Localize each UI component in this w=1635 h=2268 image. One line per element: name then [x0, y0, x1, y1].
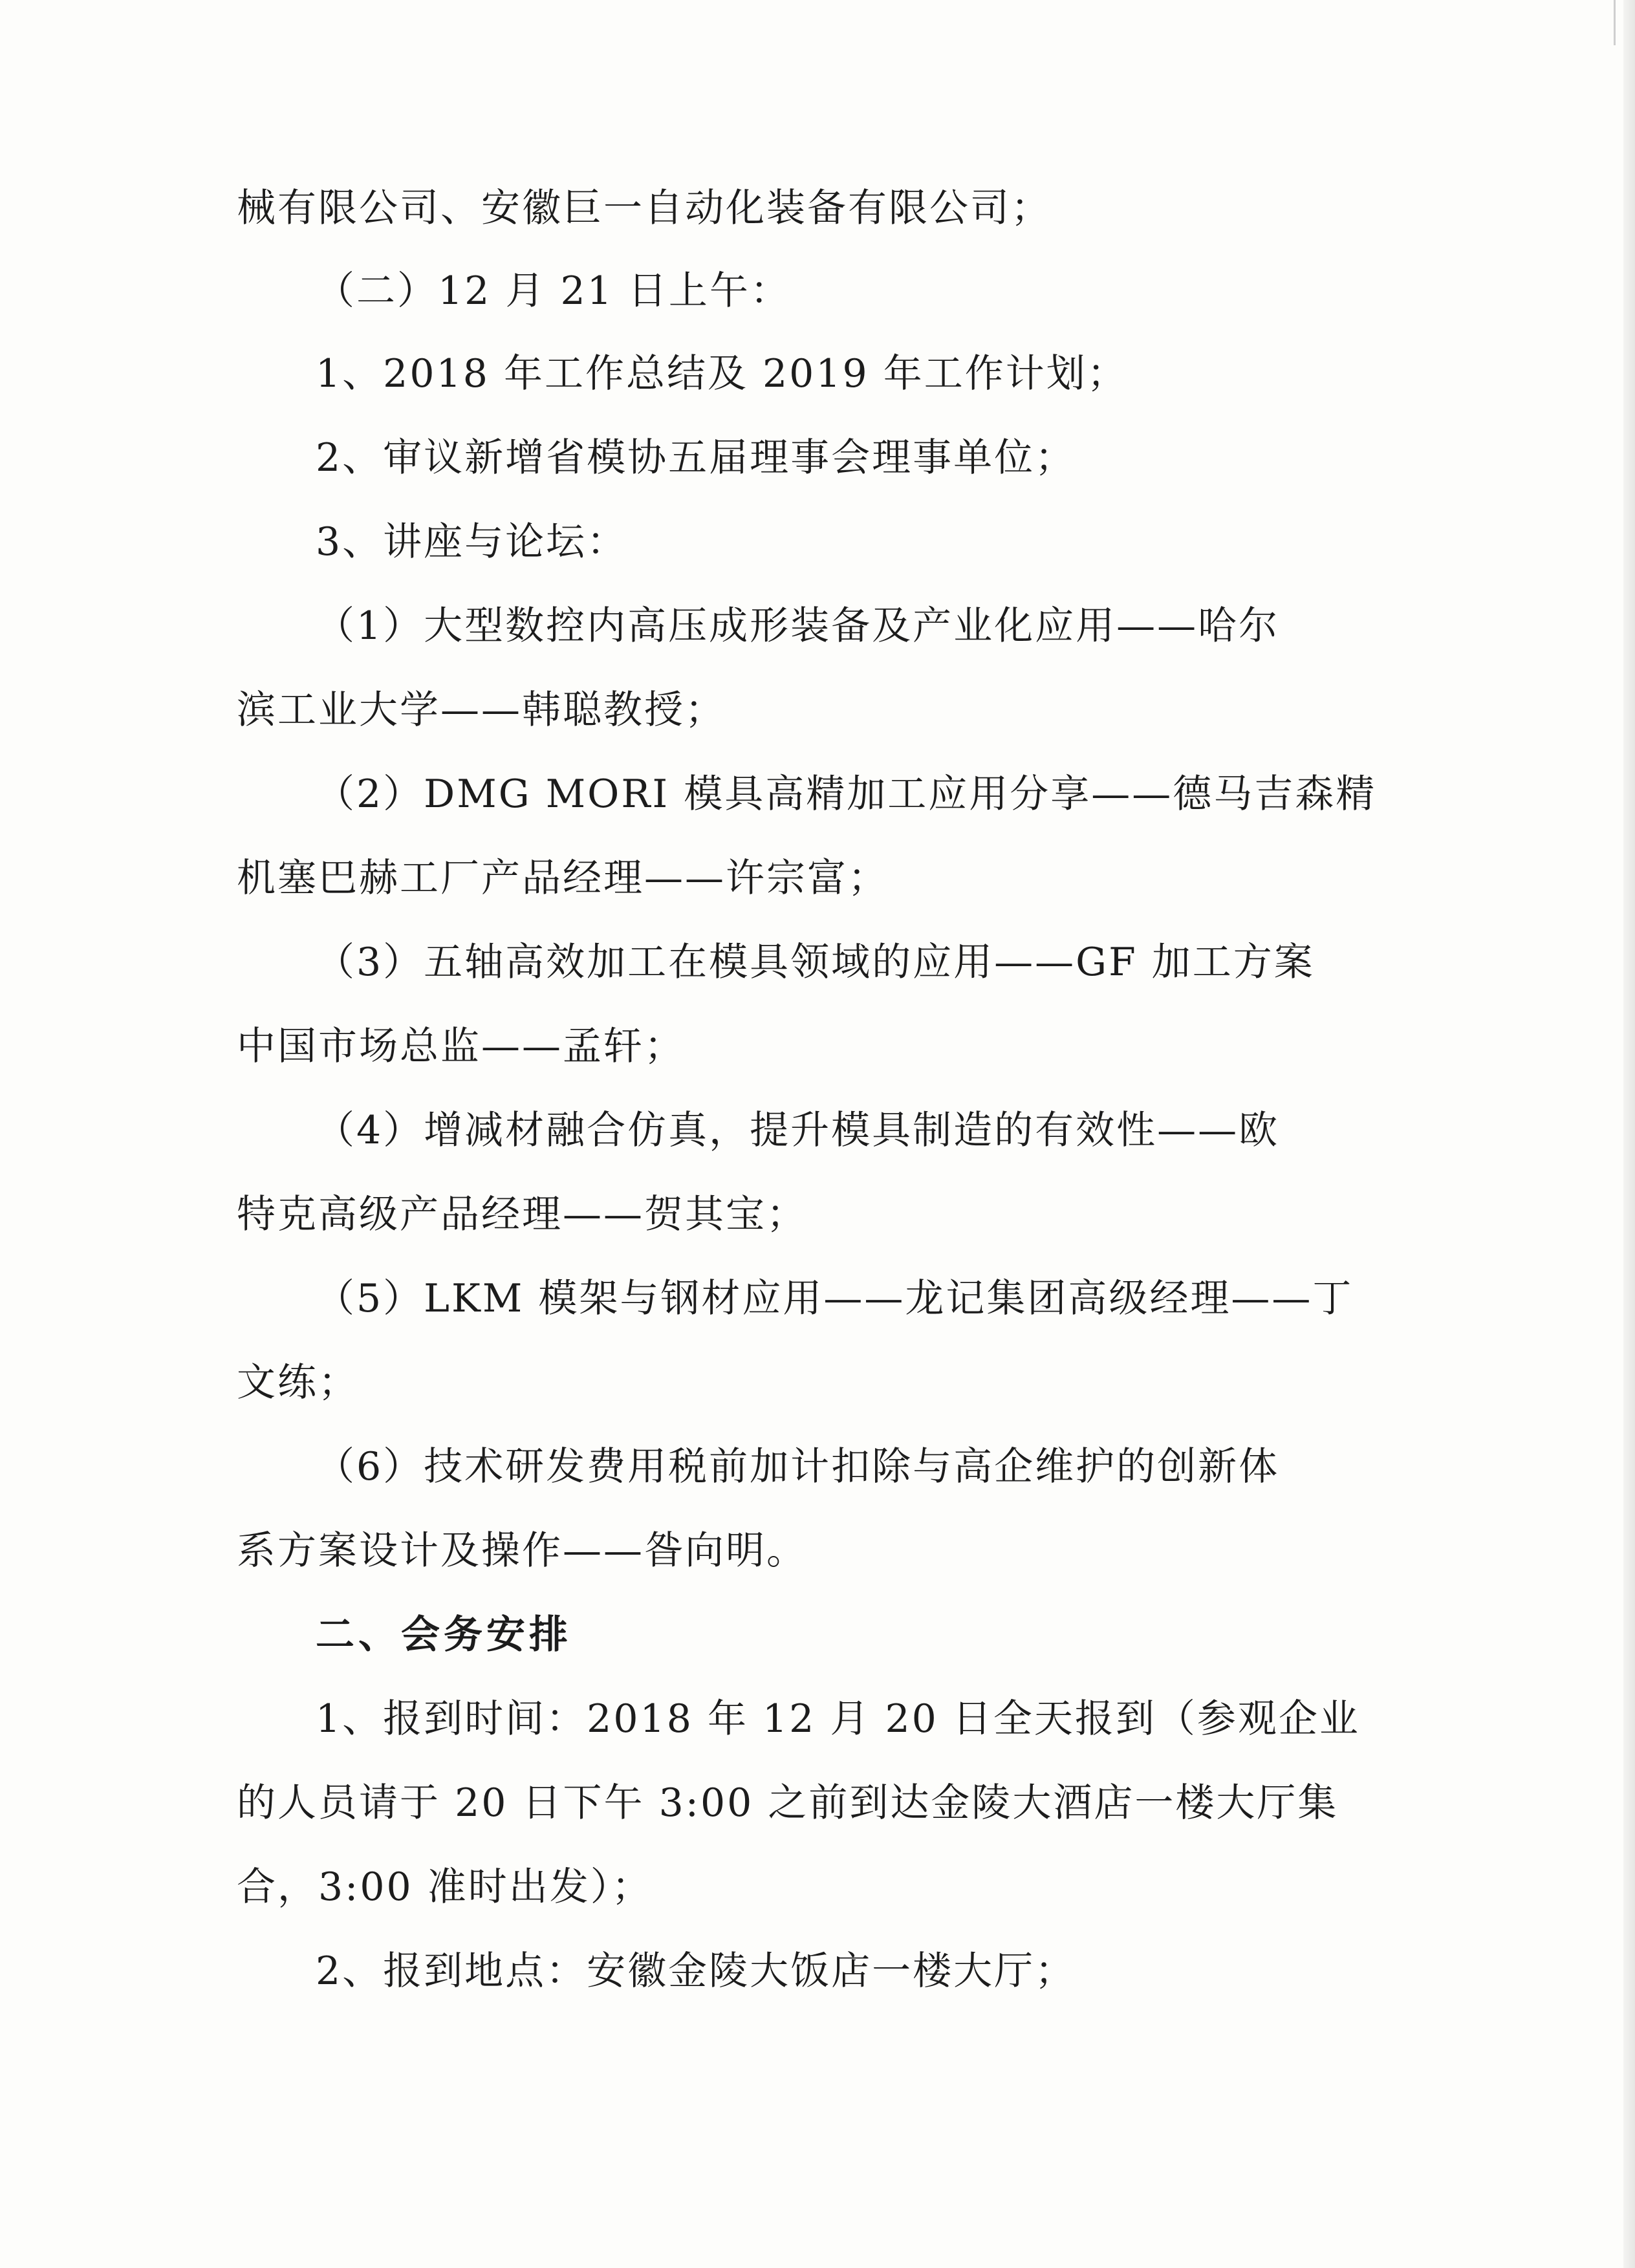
text-line-4: 2、审议新增省模协五届理事会理事单位；	[316, 435, 1076, 481]
text-line-17: 系方案设计及操作——昝向明。	[237, 1528, 807, 1573]
text-line-5: 3、讲座与论坛：	[316, 519, 628, 565]
text-line-8: （2）DMG MORI 模具高精加工应用分享——德马吉森精	[316, 772, 1377, 817]
text-line-9: 机塞巴赫工厂产品经理——许宗富；	[237, 856, 889, 901]
scan-corner-mark	[1590, 0, 1616, 45]
text-line-12: （4）增减材融合仿真，提升模具制造的有效性——欧	[316, 1108, 1280, 1153]
text-line-16: （6）技术研发费用税前加计扣除与高企维护的创新体	[316, 1444, 1280, 1489]
text-line-14: （5）LKM 模架与钢材应用——龙记集团高级经理——丁	[316, 1276, 1354, 1321]
text-line-15: 文练；	[237, 1360, 359, 1405]
scan-edge	[1623, 0, 1635, 2268]
text-line-22: 2、报到地点：安徽金陵大饭店一楼大厅；	[316, 1949, 1076, 1994]
text-line-20: 的人员请于 20 日下午 3:00 之前到达金陵大酒店一楼大厅集	[237, 1780, 1339, 1826]
text-line-1: 械有限公司、安徽巨一自动化装备有限公司；	[237, 186, 1052, 231]
text-line-6: （1）大型数控内高压成形装备及产业化应用——哈尔	[316, 603, 1280, 649]
text-line-3: 1、2018 年工作总结及 2019 年工作计划；	[316, 351, 1128, 396]
text-line-13: 特克高级产品经理——贺其宝；	[237, 1192, 807, 1237]
text-line-19: 1、报到时间：2018 年 12 月 20 日全天报到（参观企业	[316, 1696, 1360, 1742]
text-line-21: 合，3:00 准时出发）；	[237, 1864, 653, 1910]
text-line-2: （二）12 月 21 日上午：	[316, 268, 791, 314]
text-line-11: 中国市场总监——孟轩；	[237, 1024, 685, 1069]
text-line-7: 滨工业大学——韩聪教授；	[237, 687, 726, 733]
section-heading: 二、会务安排	[316, 1612, 572, 1658]
text-line-10: （3）五轴高效加工在模具领域的应用——GF 加工方案	[316, 940, 1315, 985]
